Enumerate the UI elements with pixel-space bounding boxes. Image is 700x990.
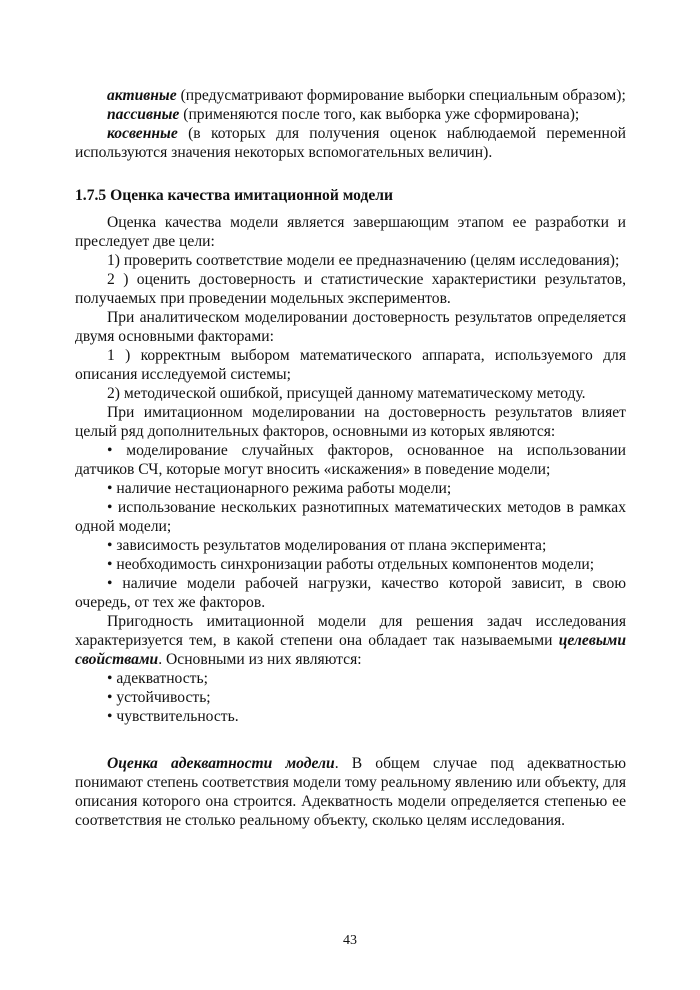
factor-item: 1 ) корректным выбором математического аппарата, используемого для описания исследуемой системы;	[75, 347, 626, 383]
paragraph-analytic: При аналитическом моделировании достоверность результатов определяется двумя основными факторами:	[75, 309, 626, 345]
term-target-properties: целевыми свойствами	[75, 632, 626, 668]
property-item: • чувствительность.	[107, 708, 239, 725]
paragraph-fitness: Пригодность имитационной модели для решения задач исследования характеризуется тем, в какой степени она обладает так называемыми целевыми свойствами. Основными из них являются:	[75, 613, 626, 668]
goal-item: 2 ) оценить достоверность и статистические характеристики результатов, получаемых при проведении модельных экспериментов.	[75, 271, 626, 307]
bullet-item: • наличие нестационарного режима работы модели;	[107, 480, 452, 497]
term-passive: пассивные	[107, 106, 180, 123]
bullet-item: • моделирование случайных факторов, основанное на использовании датчиков СЧ, которые могут вносить «искажения» в поведение модели;	[75, 442, 626, 478]
property-item: • устойчивость;	[107, 689, 211, 706]
intro-indirect: косвенные (в которых для получения оценок наблюдаемой переменной используются значения некоторых вспомогательных величин).	[75, 125, 626, 161]
goal-item: 1) проверить соответствие модели ее предназначению (целям исследования);	[107, 252, 620, 269]
term-adequacy: Оценка адекватности модели	[107, 755, 335, 772]
page-number: 43	[343, 933, 357, 948]
intro-passive: пассивные (применяются после того, как выборка уже сформирована);	[107, 106, 580, 123]
paragraph-simulation: При имитационном моделировании на достоверность результатов влияет целый ряд дополнительных факторов, основными из которых являются:	[75, 404, 626, 440]
bullet-item: • необходимость синхронизации работы отдельных компонентов модели;	[107, 556, 595, 573]
intro-active: активные (предусматривают формирование выборки специальным образом);	[107, 87, 626, 104]
page-body	[75, 86, 626, 830]
factor-item: 2) методической ошибкой, присущей данному математическому методу.	[107, 385, 586, 402]
paragraph-goals: Оценка качества модели является завершающим этапом ее разработки и преследует две цели:	[75, 214, 626, 250]
bullet-item: • наличие модели рабочей нагрузки, качество которой зависит, в свою очередь, от тех же факторов.	[75, 575, 626, 611]
term-active: активные	[107, 87, 177, 104]
bullet-item: • зависимость результатов моделирования от плана эксперимента;	[107, 537, 547, 554]
term-indirect: косвенные	[107, 125, 178, 142]
section-heading: 1.7.5 Оценка качества имитационной модели	[75, 187, 394, 204]
property-item: • адекватность;	[107, 670, 208, 687]
bullet-item: • использование нескольких разнотипных математических методов в рамках одной модели;	[75, 499, 626, 535]
paragraph-adequacy: Оценка адекватности модели. В общем случае под адекватностью понимают степень соответствия модели тому реальному явлению или объекту, для описания которого она строится. Адекватность модели определяется степенью ее соответствия не столько реальному объекту, сколько целям исследования.	[75, 755, 626, 829]
